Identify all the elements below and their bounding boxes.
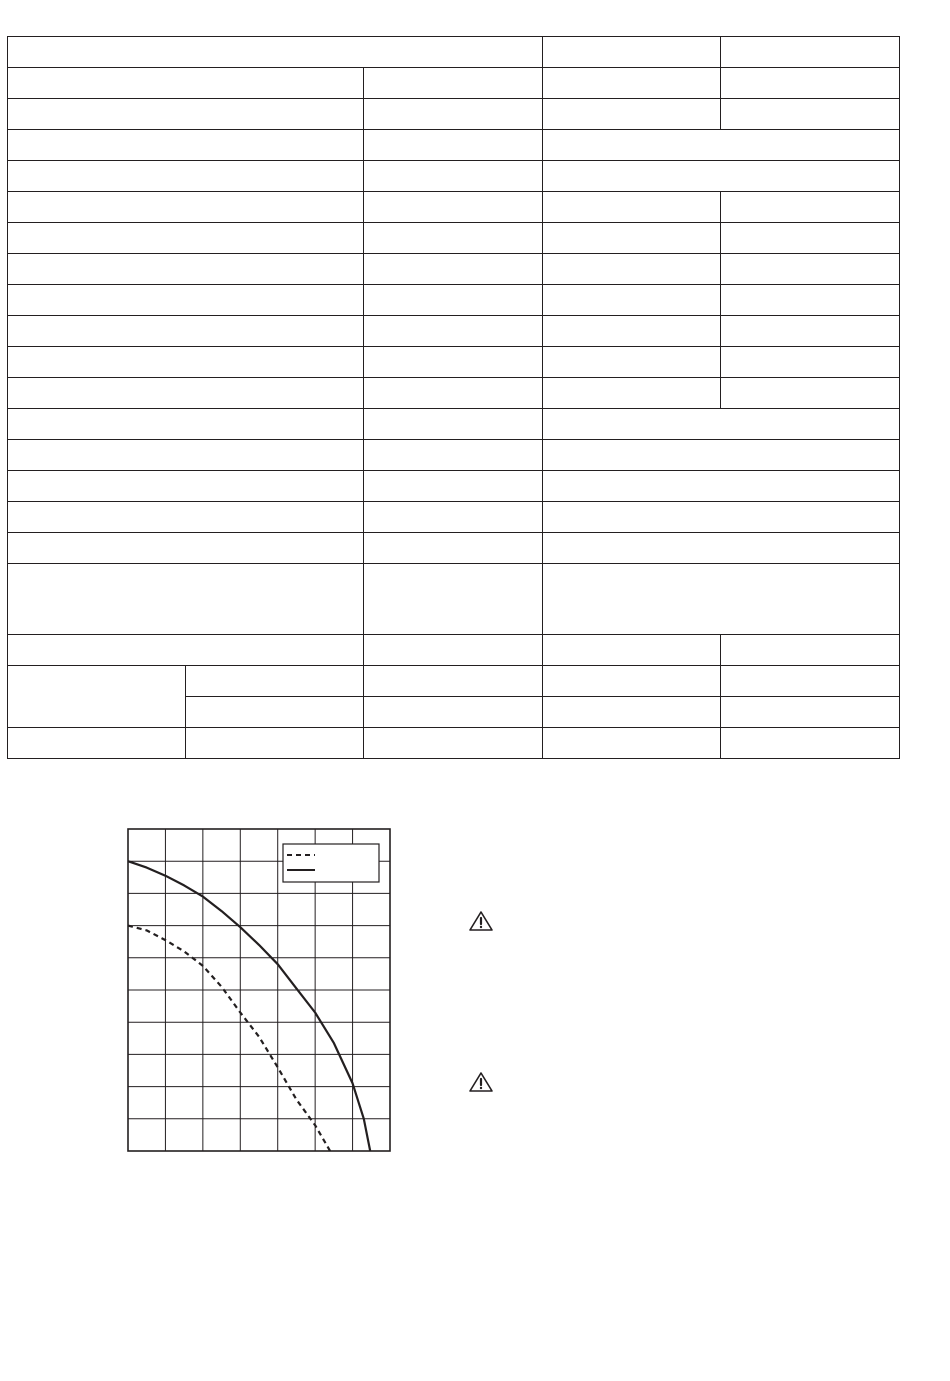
legend-box: [283, 844, 379, 882]
performance-chart: [127, 828, 391, 1152]
series-line-solid: [128, 861, 370, 1151]
table-row: [8, 635, 900, 666]
table-row: [8, 285, 900, 316]
table-row: [8, 192, 900, 223]
table-row: [8, 471, 900, 502]
chart-legend: [283, 844, 379, 882]
table-row: [8, 378, 900, 409]
table-row: [8, 440, 900, 471]
table-row: [8, 37, 900, 68]
table-row: [8, 564, 900, 635]
table-row: [8, 533, 900, 564]
series-line-dashed: [128, 926, 330, 1151]
table-row: [8, 409, 900, 440]
table-row: [8, 728, 900, 759]
warning-triangle-icon: [468, 1071, 494, 1093]
table-row: [8, 666, 900, 697]
table-row: [8, 99, 900, 130]
table-row: [8, 502, 900, 533]
table-row: [8, 68, 900, 99]
table-row: [8, 223, 900, 254]
table-row: [8, 130, 900, 161]
specifications-table: [7, 36, 900, 759]
table-row: [8, 347, 900, 378]
warning-triangle-icon: [468, 910, 494, 932]
table-row: [8, 254, 900, 285]
chart-series: [128, 861, 370, 1151]
table-row: [8, 161, 900, 192]
table-row: [8, 316, 900, 347]
